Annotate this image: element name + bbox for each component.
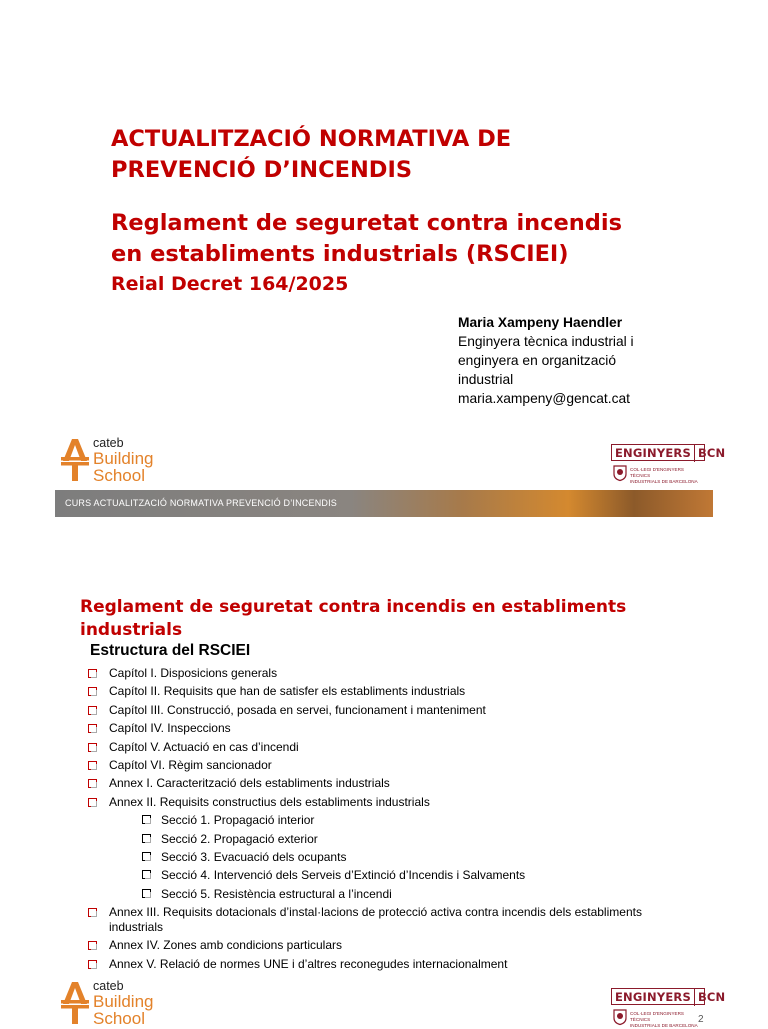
cover-subtitle-line: Reglament de seguretat contra incendis — [111, 210, 622, 236]
list-item — [88, 905, 688, 935]
list-subitem — [142, 887, 688, 902]
checkbox-bullet-icon — [88, 743, 97, 752]
cover-subtitle-line: en establiments industrials (RSCIEI) — [111, 241, 569, 267]
list-item-text: Secció 2. Propagació exterior — [161, 831, 318, 846]
list-subitem — [142, 813, 688, 828]
list-item — [88, 721, 688, 736]
list-item-text: Secció 3. Evacuació dels ocupants — [161, 849, 347, 864]
list-item-text: Annex II. Requisits constructius dels establiments industrials — [109, 794, 430, 809]
checkbox-bullet-icon — [142, 870, 151, 879]
list-item-text: Secció 4. Intervenció dels Serveis d’Extinció d’Incendis i Salvaments — [161, 868, 526, 883]
checkbox-bullet-icon — [142, 889, 151, 898]
enginyers-bcn-logo — [611, 444, 726, 484]
enginyers-bcn-box — [611, 444, 726, 461]
list-item — [88, 957, 688, 972]
cateb-label: cateb — [93, 436, 124, 450]
enginyers-bcn-logo — [611, 988, 726, 1028]
checkbox-bullet-icon — [88, 687, 97, 696]
list-item-text: Capítol II. Requisits que han de satisfer els establiments industrials — [109, 684, 466, 699]
checkbox-bullet-icon — [88, 941, 97, 950]
course-banner — [55, 490, 713, 517]
list-item — [88, 776, 688, 791]
author-name: Maria Xampeny Haendler — [458, 315, 623, 330]
structure-list — [88, 666, 688, 975]
list-item-text: Secció 1. Propagació interior — [161, 813, 315, 828]
list-item-text: Capítol VI. Règim sancionador — [109, 757, 272, 772]
list-item-text: Annex IV. Zones amb condicions particulars — [109, 938, 343, 953]
school-label: School — [93, 465, 145, 485]
course-banner-text: CURS ACTUALITZACIÓ NORMATIVA PREVENCIÓ D’INCENDIS — [65, 498, 337, 508]
checkbox-bullet-icon — [88, 724, 97, 733]
structure-subtitle: Estructura del RSCIEI — [90, 642, 251, 659]
list-item — [88, 703, 688, 718]
cover-decree: Reial Decret 164/2025 — [111, 273, 349, 295]
enginyers-sub-text: COL·LEGI D'ENGINYERS TÈCNICS INDUSTRIALS DE BARCELONA — [630, 467, 698, 484]
author-role-line: industrial — [458, 372, 514, 387]
checkbox-bullet-icon — [142, 815, 151, 824]
list-item-text: Annex I. Caracterització dels establiments industrials — [109, 776, 390, 791]
list-item — [88, 938, 688, 953]
at-logo-icon — [61, 437, 89, 481]
list-item-text: Secció 5. Resistència estructural a l’incendi — [161, 886, 392, 901]
list-item-text: Capítol I. Disposicions generals — [109, 666, 278, 680]
enginyers-sub-text: COL·LEGI D'ENGINYERS TÈCNICS INDUSTRIALS DE BARCELONA — [630, 1011, 698, 1028]
checkbox-bullet-icon — [88, 960, 97, 969]
list-item — [88, 740, 688, 755]
checkbox-bullet-icon — [142, 852, 151, 861]
checkbox-bullet-icon — [88, 798, 97, 807]
checkbox-bullet-icon — [88, 761, 97, 770]
bcn-label: BCN — [697, 990, 726, 1004]
building-label: Building — [93, 448, 154, 468]
list-item — [88, 666, 688, 681]
school-label: School — [93, 1008, 145, 1028]
enginyers-label: ENGINYERS — [615, 990, 691, 1004]
author-role-line: Enginyera tècnica industrial i — [458, 334, 634, 349]
cover-title-line: PREVENCIÓ D’INCENDIS — [111, 157, 413, 183]
seal-icon — [613, 465, 627, 481]
cover-title-block — [111, 124, 731, 298]
cateb-label: cateb — [93, 979, 124, 993]
cover-title-line: ACTUALITZACIÓ NORMATIVA DE — [111, 126, 512, 152]
checkbox-bullet-icon — [142, 834, 151, 843]
checkbox-bullet-icon — [88, 908, 97, 917]
author-block — [458, 313, 698, 408]
enginyers-bcn-box — [611, 988, 726, 1005]
list-item-text: Capítol V. Actuació en cas d’incendi — [109, 739, 299, 754]
list-item — [88, 758, 688, 773]
list-item — [88, 684, 688, 699]
building-label: Building — [93, 991, 154, 1011]
list-subitem — [142, 868, 688, 883]
list-item-text: Capítol III. Construcció, posada en servei, funcionament i manteniment — [109, 702, 486, 717]
list-item-text: Annex V. Relació de normes UNE i d’altres reconegudes internacionalment — [109, 956, 508, 971]
slide-structure — [0, 545, 768, 1028]
checkbox-bullet-icon — [88, 669, 97, 678]
list-item-text: Capítol IV. Inspeccions — [109, 721, 231, 736]
enginyers-label: ENGINYERS — [615, 446, 691, 460]
checkbox-bullet-icon — [88, 706, 97, 715]
list-item — [88, 795, 688, 810]
seal-icon — [613, 1009, 627, 1025]
page-number: 2 — [698, 1014, 704, 1025]
structure-title: Reglament de seguretat contra incendis en establiments industrials — [80, 597, 627, 640]
cateb-logo-text — [93, 437, 154, 484]
bcn-label: BCN — [697, 446, 726, 460]
list-item-text: Annex III. Requisits dotacionals d’instal·lacions de protecció activa contra incendis dels establiments industrials — [109, 905, 642, 935]
list-subitem — [142, 832, 688, 847]
author-role-line: enginyera en organització — [458, 353, 617, 368]
cateb-logo-text — [93, 980, 154, 1027]
checkbox-bullet-icon — [88, 779, 97, 788]
list-subitem — [142, 850, 688, 865]
author-email: maria.xampeny@gencat.cat — [458, 391, 630, 406]
at-logo-icon — [61, 980, 89, 1024]
